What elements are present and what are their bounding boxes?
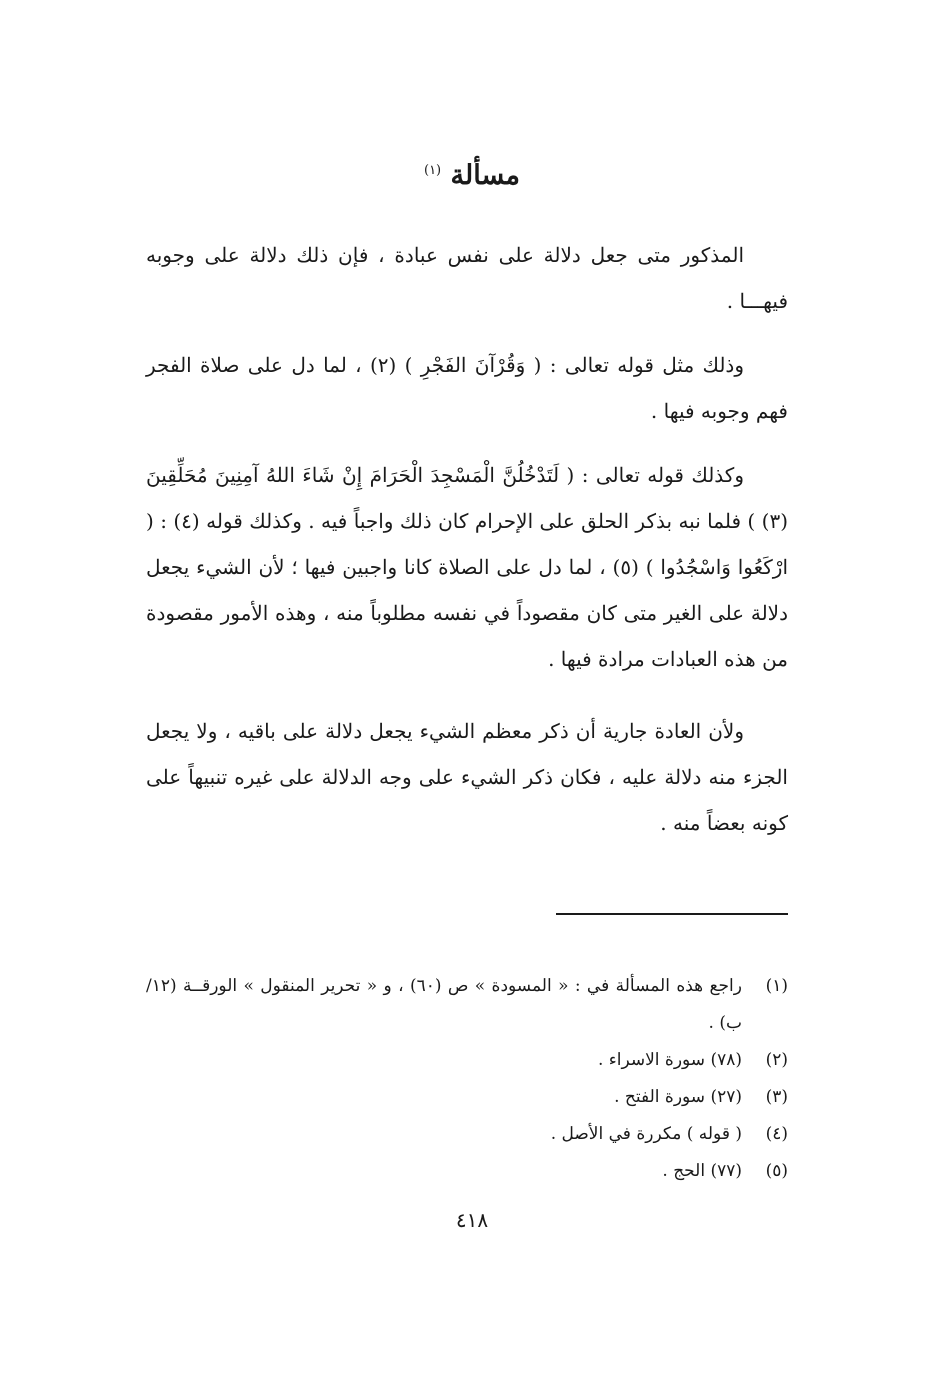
heading-footnote-ref: (١) xyxy=(423,163,442,178)
main-text xyxy=(146,232,788,864)
footnote-text: (٧٨) سورة الاسراء . xyxy=(597,1050,742,1070)
paragraph: المذكور متى جعل دلالة على نفس عبادة ، فإن ذلك دلالة على وجوبه فيهـــا . xyxy=(146,243,788,313)
footnote-number: (٤) xyxy=(765,1124,788,1144)
paragraph: ولأن العادة جارية أن ذكر معظم الشيء يجعل دلالة على باقيه ، ولا يجعل الجزء منه دلالة عليه ، فكان ذكر الشيء على وجه الدلالة على غيره تنبيهاً على كونه بعضاً منه . xyxy=(146,719,788,835)
paragraph: وكذلك قوله تعالى : ( لَتَدْخُلُنَّ الْمَسْجِدَ الْحَرَامَ إِنْ شَاءَ اللهُ آمِنِينَ مُحَلِّقِينَ (٣) ) فلما نبه بذكر الحلق على الإحرام كان ذلك واجباً فيه . وكذلك قوله (٤) : ( ارْكَعُوا وَاسْجُدُوا ) (٥) ، لما دل على الصلاة كانا واجبين فيها ؛ لأن الشيء يجعل دلالة على الغير متى كان مقصوداً في نفسه مطلوباً منه ، وهذه الأمور مقصودة من هذه العبادات مرادة فيها . xyxy=(146,463,789,671)
footnote-separator xyxy=(556,913,788,915)
footnote xyxy=(146,1079,788,1116)
heading-title: مسألة xyxy=(450,160,521,191)
footnote-number: (٥) xyxy=(765,1161,788,1181)
paragraph: وذلك مثل قوله تعالى : ( وَقُرْآنَ الفَجْرِ ) (٢) ، لما دل على صلاة الفجر فهم وجوبه فيها . xyxy=(146,353,788,423)
footnote xyxy=(146,1153,788,1190)
footnotes xyxy=(146,968,788,1190)
footnote-text: ( قوله ) مكررة في الأصل . xyxy=(550,1124,742,1144)
footnote xyxy=(146,1042,788,1079)
footnote-number: (١) xyxy=(765,976,788,996)
footnote xyxy=(146,968,788,1042)
footnote-number: (٣) xyxy=(765,1087,788,1107)
footnote-text: (٢٧) سورة الفتح . xyxy=(614,1087,742,1107)
footnote-text: (٧٧) الحج . xyxy=(662,1161,742,1181)
footnote xyxy=(146,1116,788,1153)
footnote-number: (٢) xyxy=(765,1050,788,1070)
footnote-text: راجع هذه المسألة في : « المسودة » ص (٦٠) ، و « تحرير المنقول » الورقــة (١٢/ب) . xyxy=(146,976,742,1033)
section-heading xyxy=(0,160,944,191)
page-number: ٤١٨ xyxy=(455,1208,489,1232)
